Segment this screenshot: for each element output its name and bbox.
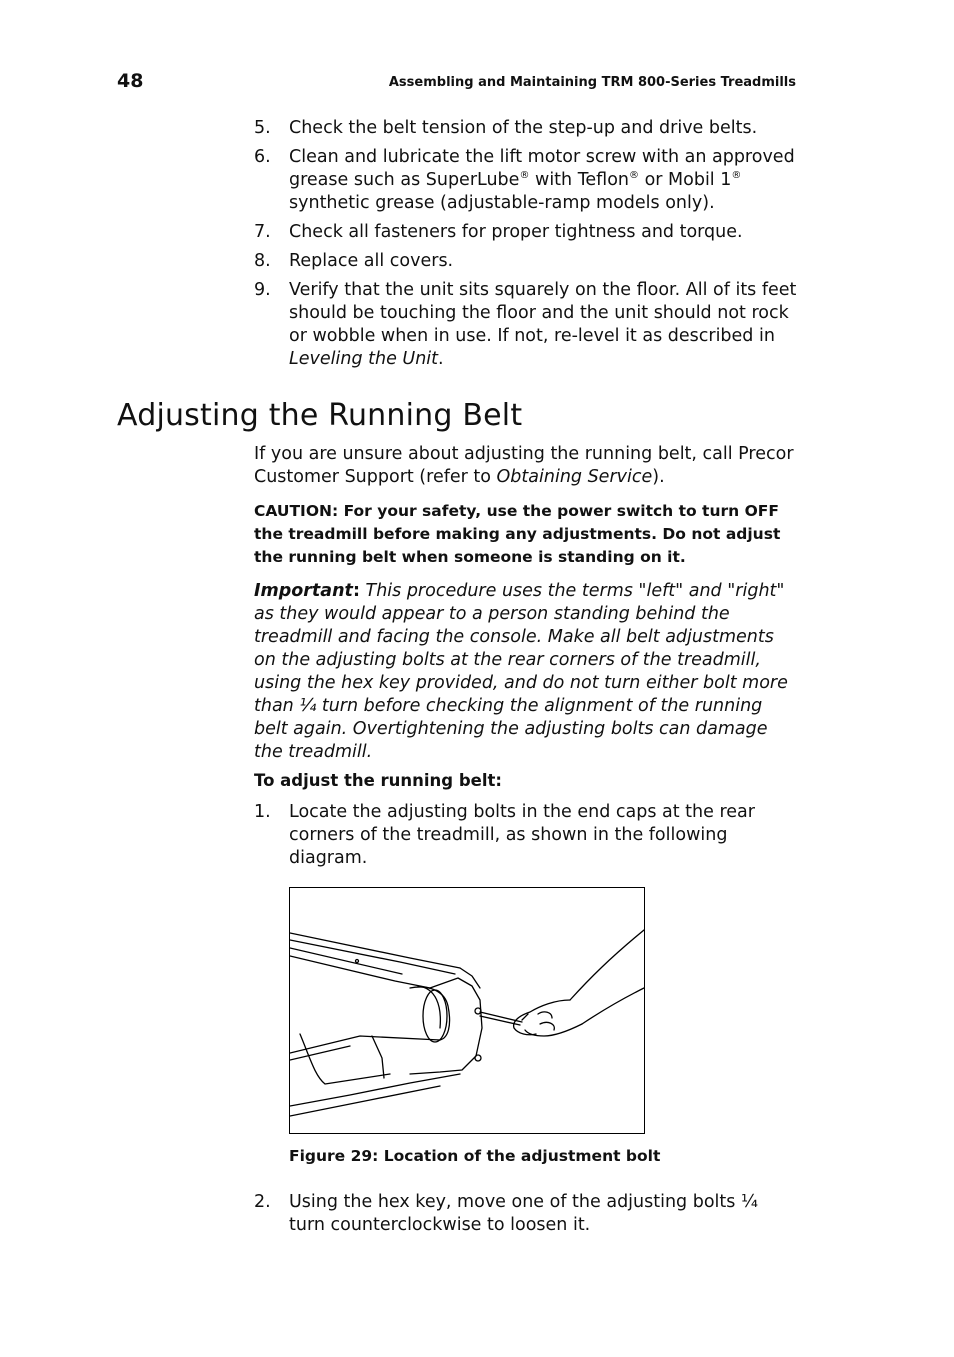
list-item: 5. Check the belt tension of the step-up and drive belts.: [254, 118, 758, 138]
list-item: 8. Replace all covers.: [254, 251, 454, 271]
treadmill-corner-illustration: [290, 888, 644, 1133]
procedure-steps-list-2: [254, 1191, 799, 1243]
list-item: 2. Using the hex key, move one of the adjusting bolts ¼ turn counterclockwise to loosen it.: [254, 1192, 758, 1235]
important-note: Important: This procedure uses the terms "left" and "right" as they would appear to a person standing behind the treadmill and facing the console. Make all belt adjustments on the adjusting bolts at the rear corners of the treadmill, using the hex key provided, and do not turn either bolt more than ¼ turn before checking the alignment of the running belt again. Overtightening the adjusting bolts can damage the treadmill.: [254, 581, 788, 762]
list-item: 9. Verify that the unit sits squarely on the floor. All of its feet should be touching the floor and the unit should not rock or wobble when in use. If not, re-level it as described in Leveling the Unit.: [254, 280, 797, 369]
list-item: 6. Clean and lubricate the lift motor screw with an approved grease such as SuperLube® with Teflon® or Mobil 1® synthetic grease (adjustable-ramp models only).: [254, 147, 795, 213]
procedure-heading: To adjust the running belt:: [254, 771, 502, 790]
section-heading: Adjusting the Running Belt: [117, 398, 523, 433]
treadmill-figure: [289, 887, 645, 1134]
continued-steps-list: [254, 117, 799, 377]
list-item: 7. Check all fasteners for proper tightness and torque.: [254, 222, 743, 242]
cross-reference: Leveling the Unit: [289, 349, 439, 369]
running-header: Assembling and Maintaining TRM 800-Series Treadmills: [388, 75, 796, 90]
procedure-steps-list-1: [254, 801, 799, 876]
page-number: 48: [117, 70, 144, 92]
figure-caption: Figure 29: Location of the adjustment bolt: [289, 1147, 661, 1165]
list-item: 1. Locate the adjusting bolts in the end caps at the rear corners of the treadmill, as shown in the following diagram.: [254, 802, 755, 868]
intro-paragraph: If you are unsure about adjusting the running belt, call Precor Customer Support (refer to Obtaining Service).: [254, 444, 794, 487]
caution-note: CAUTION: For your safety, use the power switch to turn OFF the treadmill before making any adjustments. Do not adjust the running belt when someone is standing on it.: [254, 502, 781, 566]
cross-reference: Obtaining Service: [496, 467, 653, 487]
